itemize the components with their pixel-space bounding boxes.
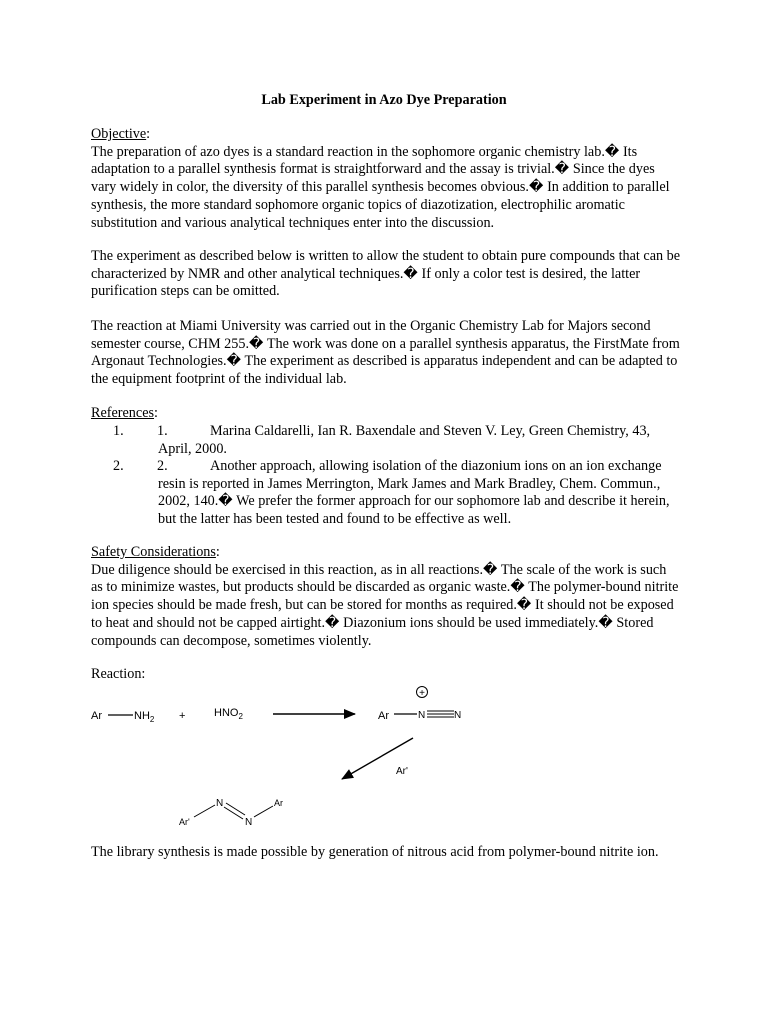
plus-sign: + — [179, 710, 186, 722]
page-title: Lab Experiment in Azo Dye Preparation — [261, 92, 507, 108]
azo-ar: Ar — [274, 798, 283, 808]
paragraph-purification: The experiment as described below is written to allow the student to obtain pure compounds that can be characterized by NMR and other analytical techniques.� If only a color test is desired, the latter purification steps can be omitted. — [91, 248, 681, 300]
references-heading: References: — [91, 405, 158, 421]
safety-text: Due diligence should be exercised in this reaction, as in all reactions.� The scale of the work is such as to minimize wastes, but products should be discarded as organic waste.� The polymer-bound nitrite ion species should be made fresh, but can be stored for months as required.� It should not be exposed to heat and should not be capped airtight.� Diazonium ions should be used immediately.� Stored compounds can decompose, sometimes violently. — [91, 561, 679, 649]
reference-item-2: 2. 2. Another approach, allowing isolation of the diazonium ions on an ion exchange resin is reported in James Merrington, Mark James and Mark Bradley, Chem. Commun., 2002, 140.� We prefer the former approach for our sophomore lab and describe it herein, but the latter has been tested and found to be effective as well. — [113, 458, 670, 528]
bond-n-ar — [254, 806, 273, 817]
charge-sign: + — [419, 688, 425, 699]
diazonium-n1: N — [418, 710, 426, 721]
coupling-ar-prime: Ar' — [396, 766, 408, 777]
azo-n2: N — [245, 817, 253, 828]
reagent-hno2: $HNO_2$ — [214, 707, 243, 721]
objective-heading: Objective: — [91, 126, 151, 142]
product-ar: Ar — [378, 710, 389, 722]
closing-paragraph: The library synthesis is made possible by generation of nitrous acid from polymer-bound nitrite ion. — [91, 844, 659, 860]
double-bond-line-1 — [226, 803, 245, 815]
reference-item-1: 1. 1. Marina Caldarelli, Ian R. Baxendale and Steven V. Ley, Green Chemistry, 43, April, 2000. — [113, 423, 651, 457]
azo-n1: N — [216, 798, 224, 809]
safety-heading: Safety Considerations: — [91, 544, 220, 560]
reactant-ar: Ar — [91, 710, 102, 722]
reaction-label: Reaction: — [91, 666, 146, 682]
paragraph-miami: The reaction at Miami University was carried out in the Organic Chemistry Lab for Majors second semester course, CHM 255.� The work was done on a parallel synthesis apparatus, the FirstMate from Argonaut Technologies.� The experiment as described is apparatus independent and can be adapted to the equipment footprint of the individual lab. — [91, 318, 680, 388]
azo-ar-prime: Ar' — [179, 817, 190, 827]
bond-arprime-n — [194, 805, 215, 817]
diazonium-n2: N — [454, 710, 462, 721]
reactant-nh2: $NH_2$ — [134, 710, 155, 724]
double-bond-line-2 — [224, 807, 243, 819]
objective-text: The preparation of azo dyes is a standard reaction in the sophomore organic chemistry lab.� Its adaptation to a parallel synthesis format is straightforward and the assay is trivial.� Since the dyes vary widely in color, the diversity of this parallel synthesis becomes obvious.� In addition to parallel synthesis, the more standard sophomore organic topics of diazotization, electrophilic aromatic substitution and various analytical techniques enter into the discussion. — [91, 143, 670, 231]
